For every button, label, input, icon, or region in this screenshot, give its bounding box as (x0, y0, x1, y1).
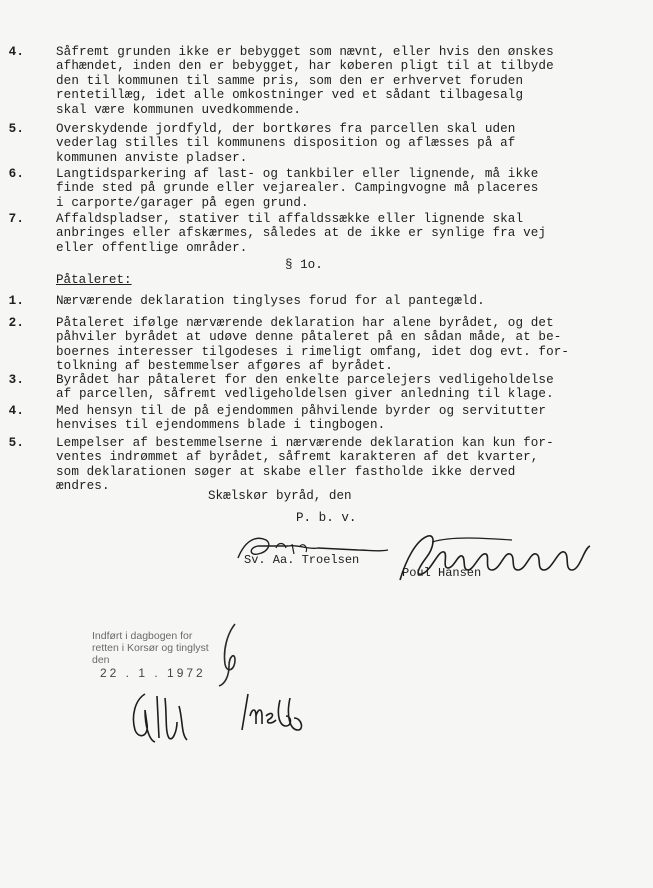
clause-line: Byrådet har påtaleret for den enkelte parcelejers vedligeholdelse (56, 373, 554, 387)
clause-number: 6. (8, 167, 24, 181)
clause-line: afhændet, inden den er bebygget, har køberen pligt til at tilbyde (56, 59, 554, 74)
registration-stamp (92, 630, 292, 666)
clause-line: den til kommunen til samme pris, som den er erhvervet foruden (56, 73, 524, 88)
handwritten-initials-right (236, 686, 306, 736)
clause-line: rentetillæg, idet alle omkostninger ved et sådant tilbagesalg (56, 88, 524, 103)
clause-line: Lempelser af bestemmelserne i nærværende deklaration kan kun for- (56, 436, 554, 450)
paataleret-item-2 (8, 316, 616, 374)
signature-pbv: P. b. v. (296, 511, 357, 525)
clause-line: Langtidsparkering af last- og tankbiler eller lignende, må ikke (56, 167, 539, 181)
clause-line: af parcellen, såfremt vedligeholdelsen giver anledning til klage. (56, 387, 554, 402)
clause-line: kommunen anviste pladser. (56, 150, 248, 165)
clause-line: ændres. (56, 479, 110, 494)
handwritten-initials-left (125, 686, 195, 746)
clause-line: ventes indrømmet af byrådet, såfremt karakteren af det kvarter, (56, 450, 539, 465)
section-mark: § 1o. (285, 258, 323, 272)
stamp-line-3: den (92, 654, 110, 666)
signature-place-line: Skælskør byråd, den (208, 489, 352, 503)
clause-number: 2. (8, 316, 24, 330)
clause-line: Overskydende jordfyld, der bortkøres fra parcellen skal uden (56, 122, 516, 136)
clause-line: eller offentlige områder. (56, 240, 248, 255)
clause-line: Nærværende deklaration tinglyses forud for al pantegæld. (56, 294, 485, 308)
paataleret-item-1 (8, 294, 616, 308)
paataleret-heading: Påtaleret: (56, 273, 132, 287)
clause-number: 5. (8, 122, 24, 136)
clause-line: påhviler byrådet at udøve denne påtaleret på en sådan måde, at be- (56, 330, 562, 345)
clause-line: Affaldspladser, stativer til affaldssække eller lignende skal (56, 212, 524, 226)
paataleret-item-3 (8, 373, 616, 402)
clause-line: tolkning af bestemmelser afgøres af byrådet. (56, 359, 393, 374)
clause-number: 4. (8, 45, 24, 59)
clause-line: boernes interesser tilgodeses i rimeligt omfang, idet dog evt. for- (56, 344, 570, 359)
clause-item-5 (8, 122, 616, 165)
clause-line: Påtaleret ifølge nærværende deklaration har alene byrådet, og det (56, 316, 554, 330)
clause-line: som deklarationen søger at skabe eller fastholde ikke derved (56, 464, 516, 479)
clause-item-4 (8, 45, 616, 117)
clause-line: Med hensyn til de på ejendommen påhvilende byrder og servitutter (56, 404, 547, 418)
clause-item-6 (8, 167, 616, 210)
clause-line: henvises til ejendommens blade i tingbogen. (56, 418, 386, 433)
paataleret-item-5 (8, 436, 616, 494)
stamp-initial-mark (205, 620, 245, 690)
stamp-line-1: Indført i dagbogen for (92, 630, 193, 642)
clause-line: i carporte/garager på egen grund. (56, 195, 309, 210)
clause-number: 5. (8, 436, 24, 450)
signer2-name: Poul Hansen (402, 566, 482, 580)
clause-number: 1. (8, 294, 24, 308)
clause-number: 4. (8, 404, 24, 418)
stamp-date: 22 . 1 . 1972 (100, 666, 206, 680)
handwritten-signature-hansen (392, 530, 602, 590)
clause-number: 3. (8, 373, 24, 387)
clause-line: Såfremt grunden ikke er bebygget som nævnt, eller hvis den ønskes (56, 45, 554, 59)
clause-number: 7. (8, 212, 24, 226)
clause-line: vederlag stilles til kommunens disposition og aflæsses på af (56, 136, 516, 151)
clause-item-7 (8, 212, 616, 255)
stamp-line-2: retten i Korsør og tinglyst (92, 642, 209, 654)
clause-line: skal være kommunen uvedkommende. (56, 102, 302, 117)
clause-line: anbringes eller afskærmes, således at de ikke er synlige fra vej (56, 226, 547, 241)
paataleret-item-4 (8, 404, 616, 433)
clause-line: finde sted på grunde eller vejarealer. Campingvogne må placeres (56, 181, 539, 196)
signer1-name: Sv. Aa. Troelsen (244, 553, 360, 567)
